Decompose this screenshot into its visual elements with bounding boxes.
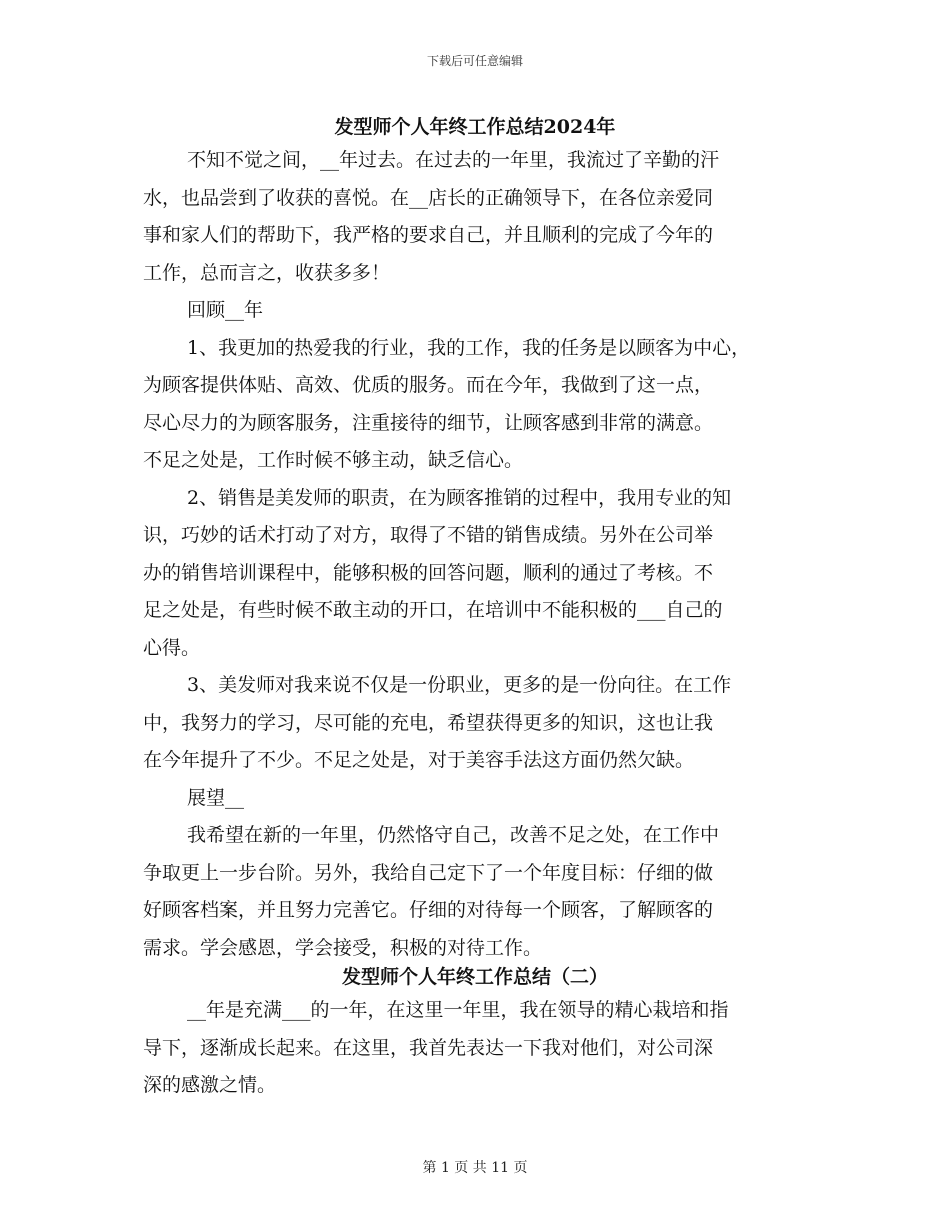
- text-line: 回顾__年: [187, 299, 264, 321]
- text-line: 需求。学会感恩，学会接受，积极的对待工作。: [143, 936, 543, 959]
- text-line: 3、美发师对我来说不仅是一份职业，更多的是一份向往。在工作: [187, 674, 732, 696]
- text-line: __年是充满___的一年，在这里一年里，我在领导的精心栽培和指: [187, 999, 729, 1021]
- section-2-title: 发型师个人年终工作总结（二）: [341, 966, 608, 988]
- text-line: 我希望在新的一年里，仍然恪守自己，改善不足之处，在工作中: [187, 824, 720, 846]
- text-line: 深的感激之情。: [143, 1074, 277, 1096]
- text-line: 工作，总而言之，收获多多！: [143, 261, 391, 284]
- text-line: 中，我努力的学习，尽可能的充电，希望获得更多的知识，这也让我: [143, 711, 714, 734]
- section-1-body: [143, 142, 833, 967]
- text-line: 1、我更加的热爱我的行业，我的工作，我的任务是以顾客为中心，: [187, 336, 751, 359]
- text-line: 事和家人们的帮助下，我严格的要求自己，并且顺利的完成了今年的: [143, 224, 714, 246]
- text-line: 识，巧妙的话术打动了对方，取得了不错的销售成绩。另外在公司举: [143, 524, 714, 546]
- page-header-note: 下载后可任意编辑: [426, 54, 523, 68]
- text-line: 为顾客提供体贴、高效、优质的服务。而在今年，我做到了这一点，: [143, 374, 714, 396]
- text-line: 好顾客档案，并且努力完善它。仔细的对待每一个顾客，了解顾客的: [143, 899, 714, 921]
- text-line: 足之处是，有些时候不敢主动的开口，在培训中不能积极的___自己的: [143, 599, 723, 621]
- text-line: 在今年提升了不少。不足之处是，对于美容手法这方面仍然欠缺。: [143, 749, 695, 771]
- text-line: 不足之处是，工作时候不够主动，缺乏信心。: [143, 449, 524, 471]
- page-number: 第 1 页 共 11 页: [422, 1160, 528, 1176]
- document-title: 发型师个人年终工作总结2024年: [334, 116, 616, 138]
- text-line: 心得。: [143, 636, 201, 659]
- text-line: 办的销售培训课程中，能够积极的回答问题，顺利的通过了考核。不: [143, 561, 714, 584]
- text-line: 争取更上一步台阶。另外，我给自己定下了一个年度目标：仔细的做: [143, 861, 714, 884]
- text-line: 尽心尽力的为顾客服务，注重接待的细节，让顾客感到非常的满意。: [143, 411, 714, 434]
- text-line: 不知不觉之间，__年过去。在过去的一年里，我流过了辛勤的汗: [187, 149, 720, 171]
- text-line: 2、销售是美发师的职责，在为顾客推销的过程中，我用专业的知: [187, 486, 732, 509]
- text-line: 导下，逐渐成长起来。在这里，我首先表达一下我对他们，对公司深: [143, 1036, 714, 1059]
- section-2-body: [143, 992, 833, 1105]
- text-line: 水，也品尝到了收获的喜悦。在__店长的正确领导下，在各位亲爱同: [143, 186, 714, 209]
- text-line: 展望__: [187, 786, 245, 809]
